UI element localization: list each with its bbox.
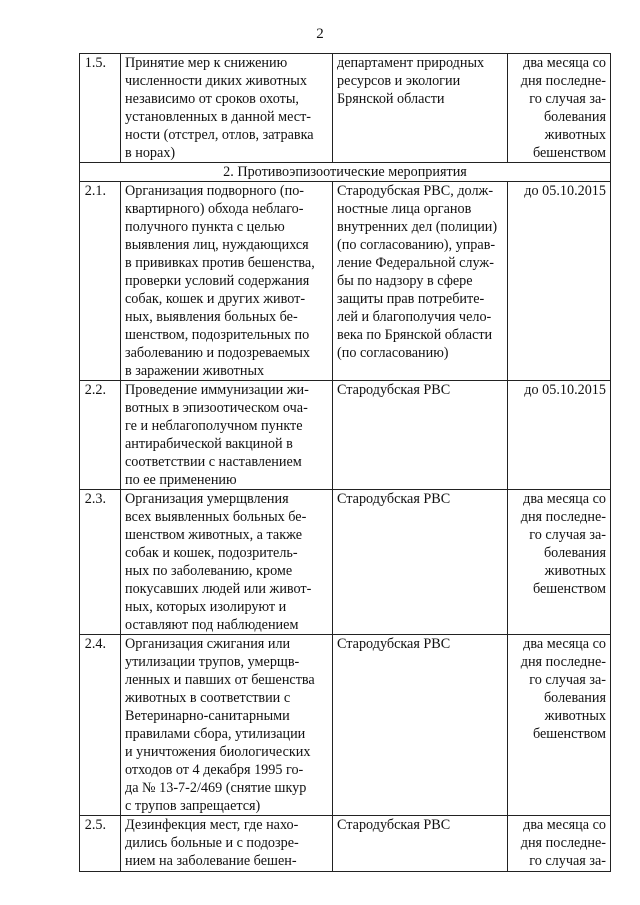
action-text: Принятие мер к снижению численности диких животных независимо от сроков охоты, установленных в данной мест- ности (отстрел, отлов, затравка в норах)	[121, 54, 333, 163]
term-text: до 05.10.2015	[508, 381, 611, 490]
action-text: Проведение иммунизации жи- вотных в эпизоотическом оча- ге и неблагополучном пункте антирабической вакциной в соответствии с наставлением по ее применению	[121, 381, 333, 490]
measures-table	[79, 53, 611, 872]
term-text: два месяца со дня последне- го случая за- болевания животных бешенством	[508, 490, 611, 635]
action-text: Организация подворного (по- квартирного) обхода неблаго- получного пункта с целью выявления лиц, нуждающихся в прививках против бешенства, проверки условий содержания собак, кошек и других живот- ных, выявления больных бе- шенством, подозрительных по заболеванию и подозреваемых в заражении животных	[121, 182, 333, 381]
table-row	[80, 381, 611, 490]
executor-text: Стародубская РВС	[333, 635, 508, 816]
table-row	[80, 54, 611, 163]
row-number: 2.2.	[80, 381, 121, 490]
term-text: два месяца со дня последне- го случая за- болевания животных бешенством	[508, 54, 611, 163]
executor-text: Стародубская РВС	[333, 381, 508, 490]
row-number: 2.4.	[80, 635, 121, 816]
term-text: два месяца со дня последне- го случая за- болевания животных бешенством	[508, 635, 611, 816]
row-number: 1.5.	[80, 54, 121, 163]
table-row	[80, 490, 611, 635]
row-number: 2.3.	[80, 490, 121, 635]
section-title: 2. Противоэпизоотические мероприятия	[80, 163, 611, 182]
table-row	[80, 635, 611, 816]
section-header-row	[80, 163, 611, 182]
action-text: Дезинфекция мест, где нахо- дились больные и с подозре- нием на заболевание бешен-	[121, 816, 333, 872]
action-text: Организация сжигания или утилизации трупов, умерщв- ленных и павших от бешенства животных в соответствии с Ветеринарно-санитарными правилами сбора, утилизации и уничтожения биологических отходов от 4 декабря 1995 го- да № 13-7-2/469 (снятие шкур с трупов запрещается)	[121, 635, 333, 816]
term-text: до 05.10.2015	[508, 182, 611, 381]
term-text: два месяца со дня последне- го случая за-	[508, 816, 611, 872]
executor-text: Стародубская РВС, долж- ностные лица органов внутренних дел (полиции) (по согласованию), управ- ление Федеральной служ- бы по надзору в сфере защиты прав потребите- лей и благополучия чело- века по Брянской области (по согласованию)	[333, 182, 508, 381]
table-row	[80, 816, 611, 872]
action-text: Организация умерщвления всех выявленных больных бе- шенством животных, а также собак и кошек, подозритель- ных по заболеванию, кроме покусавших людей или живот- ных, которых изолируют и оставляют под наблюдением	[121, 490, 333, 635]
page-number: 2	[316, 26, 324, 42]
executor-text: департамент природных ресурсов и экологии Брянской области	[333, 54, 508, 163]
table-row	[80, 182, 611, 381]
executor-text: Стародубская РВС	[333, 816, 508, 872]
row-number: 2.1.	[80, 182, 121, 381]
executor-text: Стародубская РВС	[333, 490, 508, 635]
row-number: 2.5.	[80, 816, 121, 872]
